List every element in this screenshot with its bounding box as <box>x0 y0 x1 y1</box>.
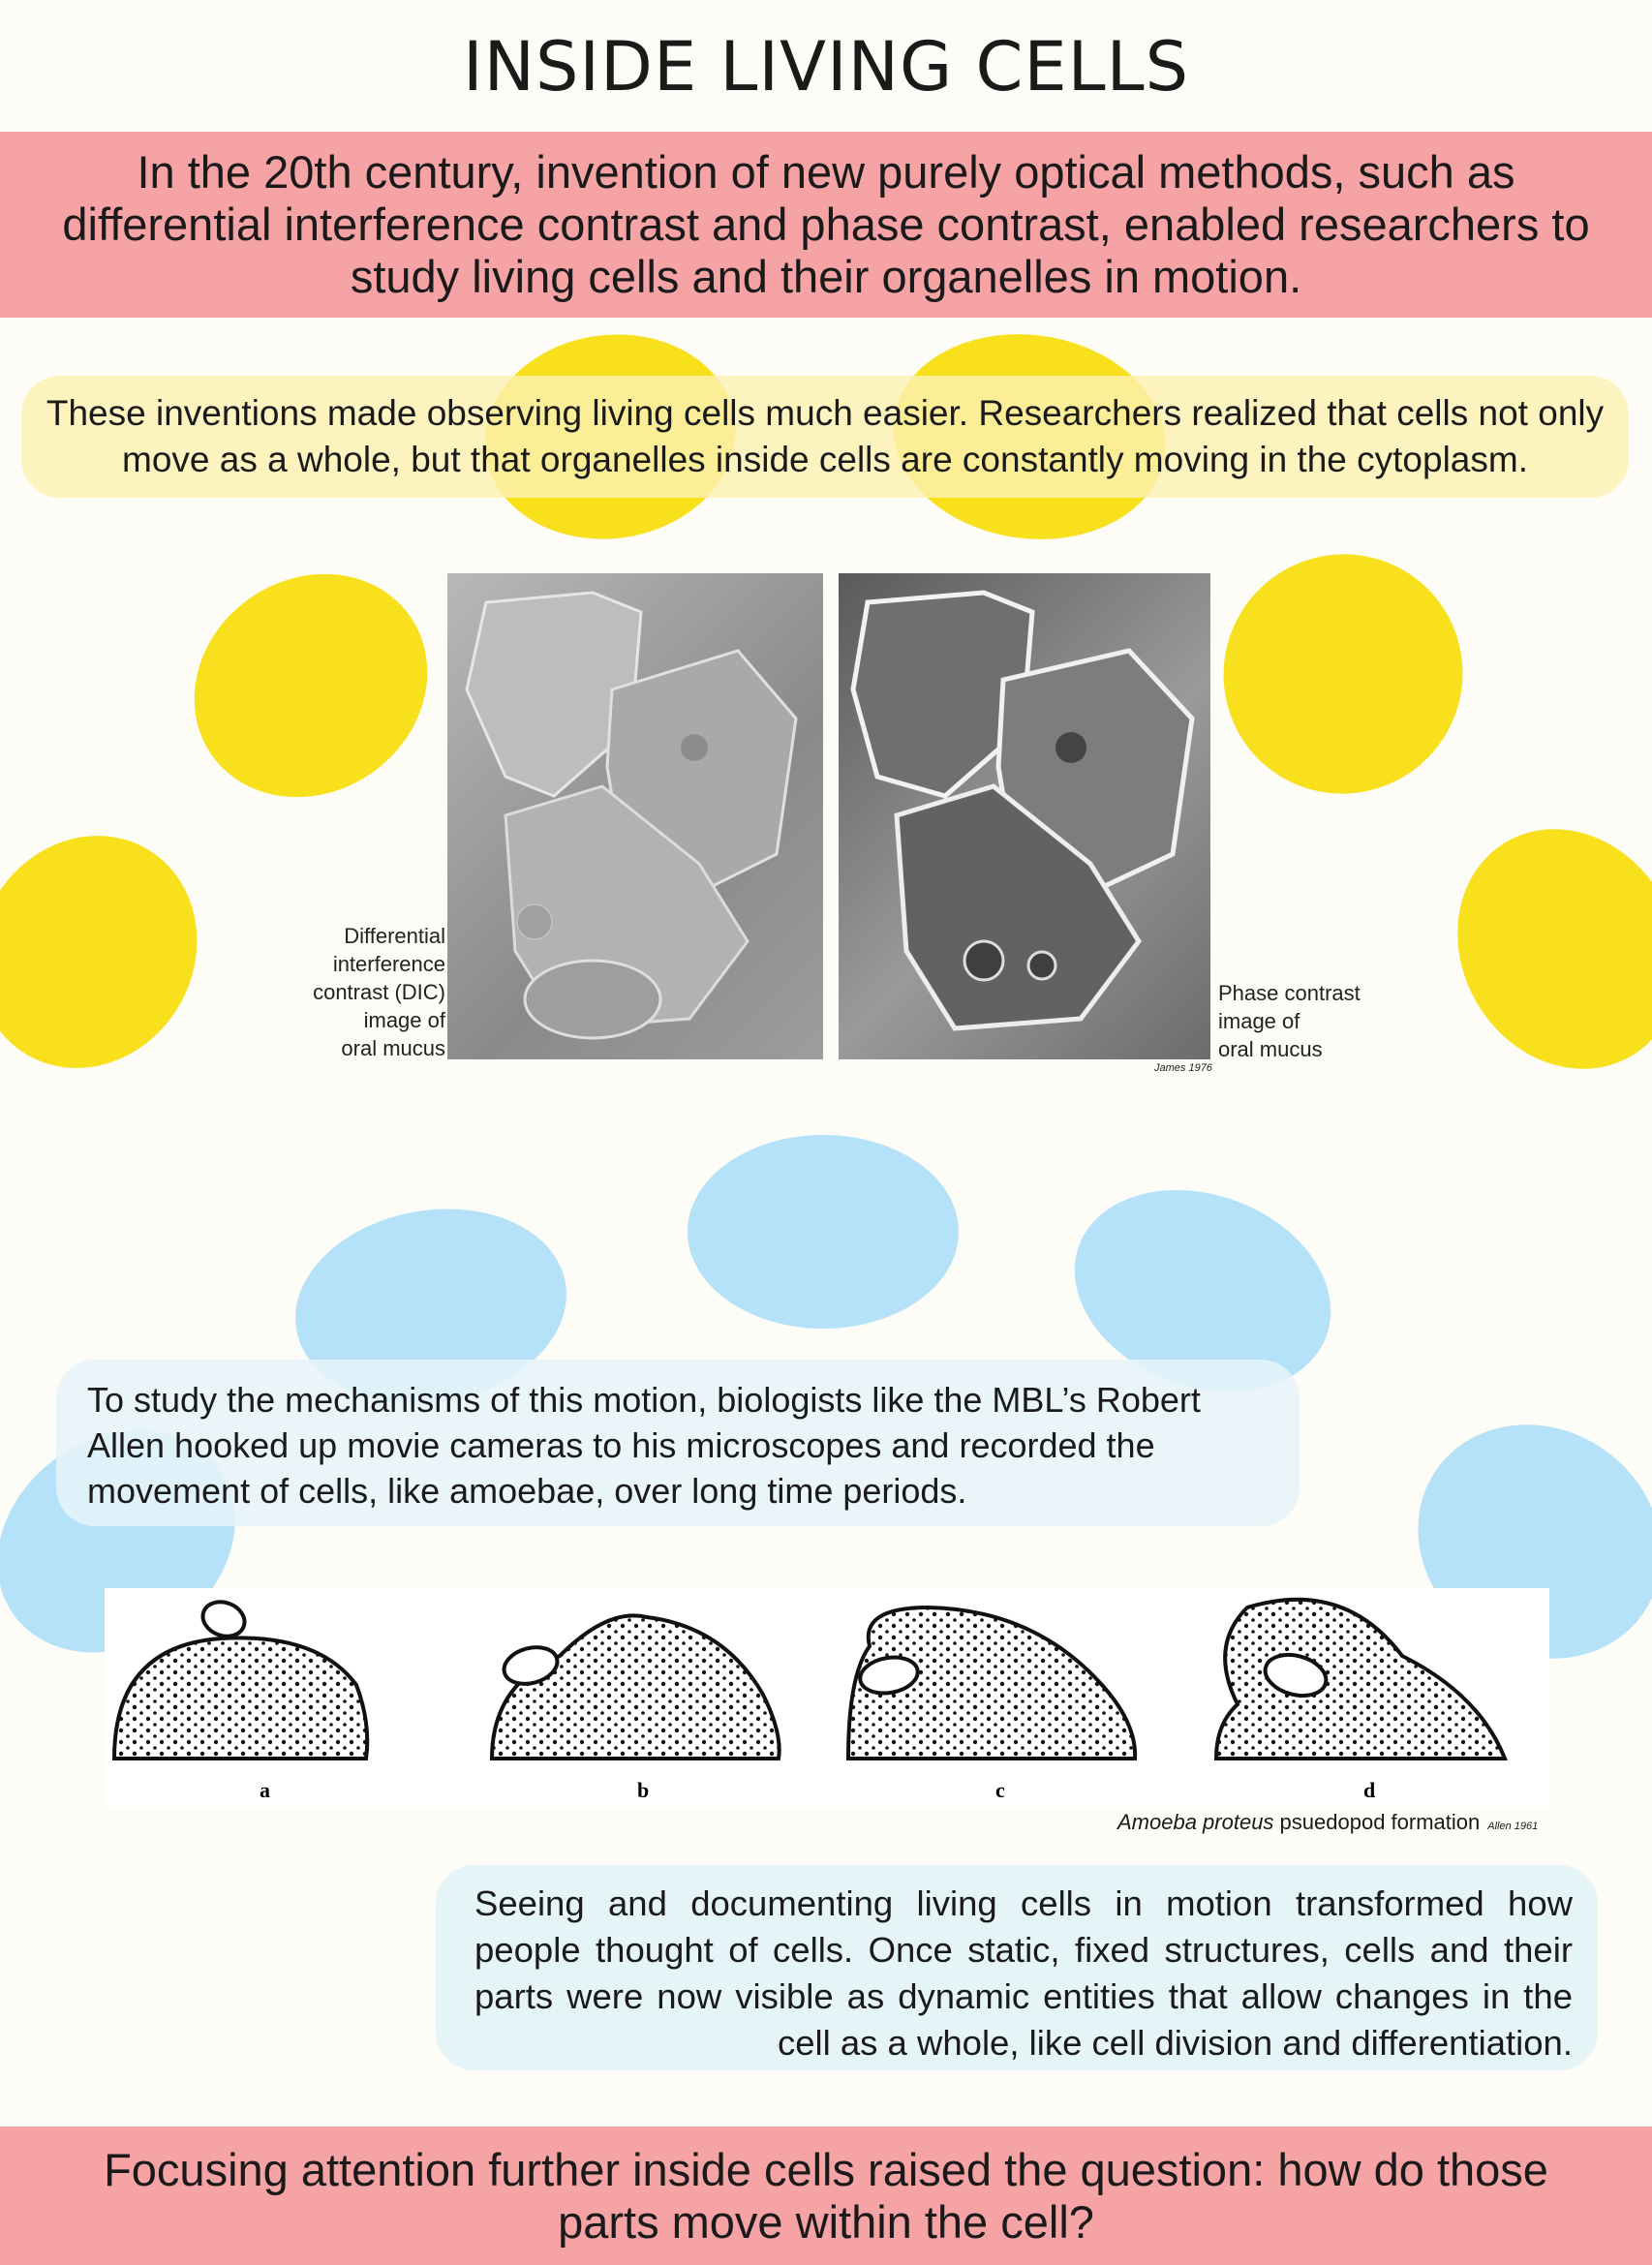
yellow-blob <box>1175 505 1512 842</box>
caption-line: Differential <box>344 924 445 948</box>
bottom-banner: Focusing attention further inside cells raised the question: how do those parts move within the cell? <box>0 2127 1652 2265</box>
panel-label-d: d <box>1363 1778 1376 1802</box>
top-banner: In the 20th century, invention of new purely optical methods, such as differential interference contrast and phase contrast, enabled researchers to study living cells and their organelles in motion. <box>0 132 1652 318</box>
phase-caption <box>1218 979 1412 1063</box>
dic-micrograph <box>447 573 823 1059</box>
phase-contrast-micrograph <box>839 573 1210 1059</box>
blue-blob <box>688 1135 959 1329</box>
caption-line: oral mucus <box>341 1036 445 1060</box>
amoeba-caption <box>1117 1810 1538 1835</box>
caption-line: oral mucus <box>1218 1037 1323 1061</box>
panel-label-c: c <box>995 1778 1005 1802</box>
figure2-credit: Allen 1961 <box>1487 1821 1539 1832</box>
caption-line: image of <box>1218 1009 1300 1033</box>
caption-text: psuedopod formation <box>1273 1810 1481 1834</box>
caption-line: interference <box>332 952 445 976</box>
figure1-credit: James 1976 <box>1154 1062 1212 1074</box>
caption-line: Phase contrast <box>1218 981 1361 1005</box>
caption-line: contrast (DIC) <box>313 980 445 1004</box>
amoeba-drawings <box>105 1588 1549 1807</box>
caption-line: image of <box>363 1008 445 1032</box>
panel-label-b: b <box>637 1778 650 1802</box>
species-name: Amoeba proteus <box>1117 1810 1274 1834</box>
intro-box: These inventions made observing living cells much easier. Researchers realized that cells not only move as a whole, but that organelles inside cells are constantly moving in the cytoplasm. <box>21 376 1629 498</box>
yellow-blob <box>1415 788 1652 1110</box>
conclusion-box: Seeing and documenting living cells in motion transformed how people thought of cells. Once static, fixed structures, cells and their parts were now visible as dynamic entities that allow changes in the cell as a whole, like cell division and differentiation. <box>436 1865 1598 2070</box>
yellow-blob <box>0 795 239 1108</box>
page-title: INSIDE LIVING CELLS <box>462 27 1190 107</box>
yellow-blob <box>151 529 472 842</box>
dic-caption <box>271 922 445 1062</box>
panel-label-a: a <box>260 1778 270 1802</box>
allen-text-box: To study the mechanisms of this motion, biologists like the MBL’s Robert Allen hooked up movie cameras to his microscopes and recorded the movement of cells, like amoebae, over long time periods. <box>56 1360 1300 1526</box>
